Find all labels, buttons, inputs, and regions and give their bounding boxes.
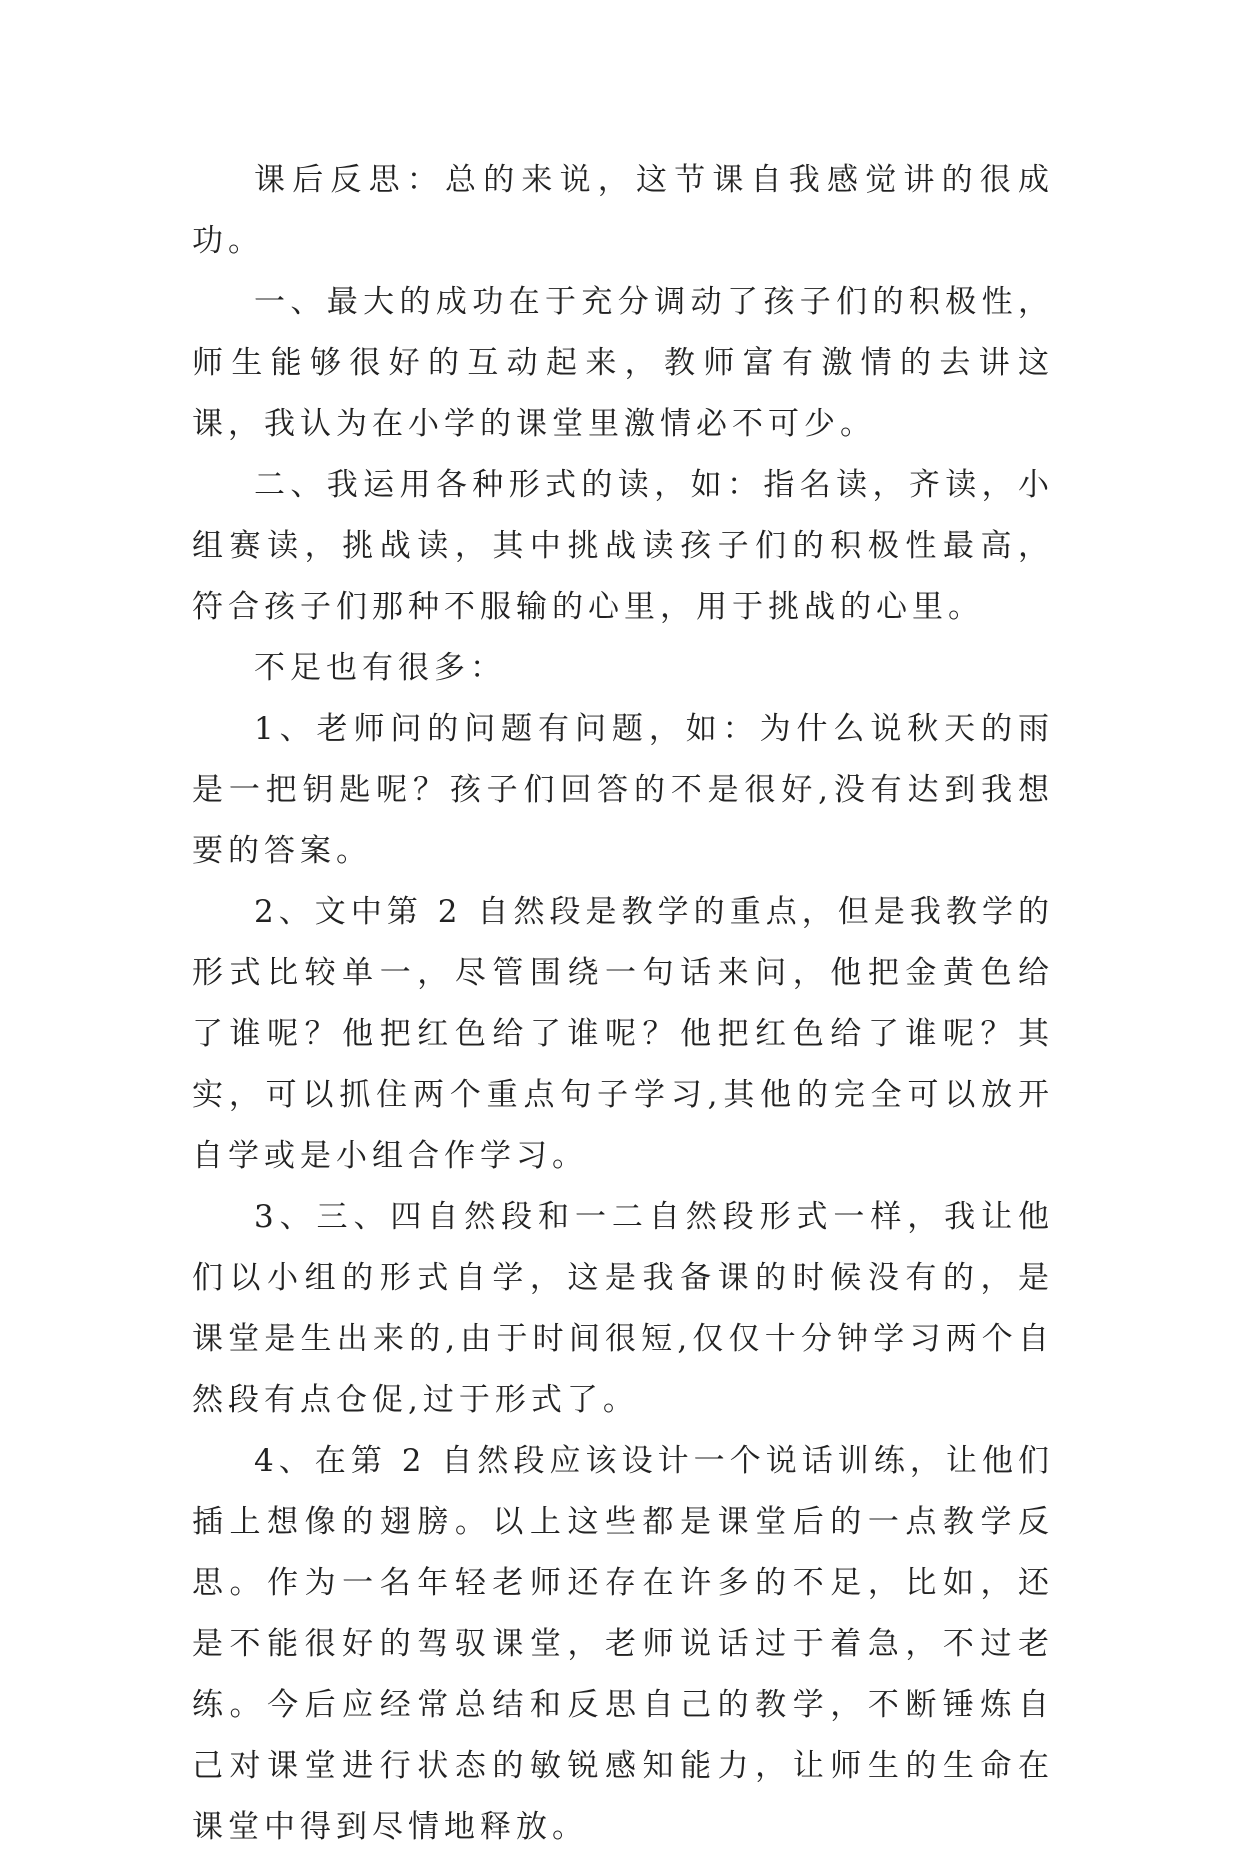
paragraph-shortcoming-2: 2、文中第 2 自然段是教学的重点，但是我教学的形式比较单一，尽管围绕一句话来问，他把金黄色给了谁呢？他把红色给了谁呢？他把红色给了谁呢？其实，可以抓住两个重点句子学习,其他的完全可以放开自学或是小组合作学习。 [192,894,1054,1174]
paragraph-success-1: 一、最大的成功在于充分调动了孩子们的积极性，师生能够很好的互动起来，教师富有激情的去讲这课，我认为在小学的课堂里激情必不可少。 [192,284,1054,442]
paragraph-shortcoming-1: 1、老师问的问题有问题，如：为什么说秋天的雨是一把钥匙呢？孩子们回答的不是很好,没有达到我想要的答案。 [192,711,1054,869]
paragraph-shortcoming-4: 4、在第 2 自然段应该设计一个说话训练，让他们插上想像的翅膀。以上这些都是课堂后的一点教学反思。作为一名年轻老师还存在许多的不足，比如，还是不能很好的驾驭课堂，老师说话过于着急，不过老练。今后应经常总结和反思自己的教学，不断锤炼自己对课堂进行状态的敏锐感知能力，让师生的生命在课堂中得到尽情地释放。 [192,1443,1054,1845]
paragraph-shortcoming-3: 3、三、四自然段和一二自然段形式一样，我让他们以小组的形式自学，这是我备课的时候没有的，是课堂是生出来的,由于时间很短,仅仅十分钟学习两个自然段有点仓促,过于形式了。 [192,1199,1054,1418]
document-body [192,150,1054,1858]
paragraph-shortcomings-heading: 不足也有很多： [254,650,506,686]
paragraph-summary: 课后反思：总的来说，这节课自我感觉讲的很成功。 [192,162,1054,259]
paragraph-success-2: 二、我运用各种形式的读，如：指名读，齐读，小组赛读，挑战读，其中挑战读孩子们的积极性最高，符合孩子们那种不服输的心里，用于挑战的心里。 [192,467,1054,625]
